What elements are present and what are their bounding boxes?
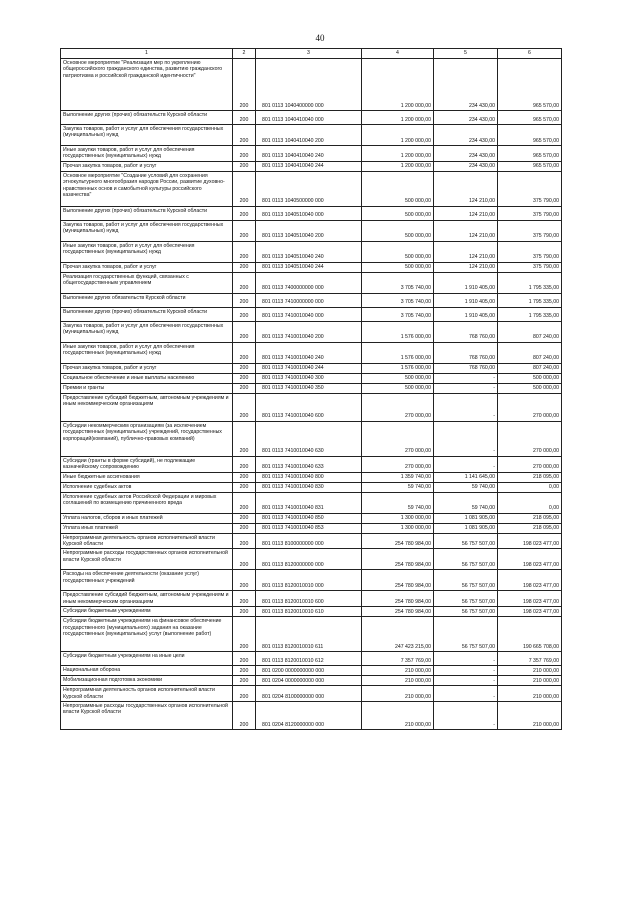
row-name: Закупка товаров, работ и услуг для обеспечения государственных (муниципальных) нужд (61, 220, 233, 241)
row-value-4: 270 000,00 (362, 456, 434, 472)
table-row (61, 421, 562, 456)
row-value-5: - (434, 652, 498, 666)
row-code: 200 (233, 272, 256, 293)
row-code: 200 (233, 607, 256, 617)
row-name: Прочая закупка товаров, работ и услуг (61, 161, 233, 171)
row-value-6: 500 000,00 (498, 373, 562, 383)
row-name: Непрограммная деятельность органов исполнительной власти Курской области (61, 686, 233, 702)
row-kbk: 801 0113 1040510040 240 (256, 241, 362, 262)
table-row (61, 161, 562, 171)
row-kbk: 801 0113 7410010040 244 (256, 363, 362, 373)
row-kbk: 801 0113 8120010010 600 (256, 591, 362, 607)
row-code: 200 (233, 533, 256, 549)
row-kbk: 801 0113 8120000000 000 (256, 549, 362, 570)
row-kbk: 801 0113 8120010010 610 (256, 607, 362, 617)
table-row (61, 321, 562, 342)
row-kbk: 801 0113 1040510040 200 (256, 220, 362, 241)
row-code: 200 (233, 321, 256, 342)
row-value-4: 500 000,00 (362, 373, 434, 383)
row-value-4: 1 300 000,00 (362, 513, 434, 523)
row-kbk: 801 0113 8120010010 000 (256, 570, 362, 591)
row-value-6: 1 795 335,00 (498, 293, 562, 307)
row-value-6: 0,00 (498, 482, 562, 492)
table-row (61, 272, 562, 293)
row-value-5: 59 740,00 (434, 492, 498, 513)
row-name: Исполнение судебных актов (61, 482, 233, 492)
page-number: 40 (315, 33, 325, 43)
row-code: 200 (233, 570, 256, 591)
row-code: 200 (233, 146, 256, 162)
row-code: 200 (233, 513, 256, 523)
row-value-5: 124 210,00 (434, 220, 498, 241)
row-value-4: 1 576 000,00 (362, 342, 434, 363)
table-row (61, 472, 562, 482)
row-value-6: 7 357 769,00 (498, 652, 562, 666)
row-value-4: 500 000,00 (362, 206, 434, 220)
row-value-6: 0,00 (498, 492, 562, 513)
row-value-5: 768 760,00 (434, 321, 498, 342)
row-value-4: 7 357 769,00 (362, 652, 434, 666)
row-kbk: 801 0113 7410010040 800 (256, 472, 362, 482)
table-row (61, 111, 562, 125)
row-value-5: - (434, 666, 498, 676)
row-value-6: 500 000,00 (498, 383, 562, 393)
row-name: Иные закупки товаров, работ и услуг для обеспечения государственных (муниципальных) нужд (61, 342, 233, 363)
row-value-4: 500 000,00 (362, 383, 434, 393)
row-value-6: 198 023 477,00 (498, 549, 562, 570)
col-header-1: 1 (61, 49, 233, 59)
table-row (61, 220, 562, 241)
row-value-6: 270 000,00 (498, 393, 562, 421)
row-value-5: 234 430,00 (434, 59, 498, 111)
row-value-5: - (434, 702, 498, 730)
row-value-4: 500 000,00 (362, 220, 434, 241)
table-row (61, 59, 562, 111)
row-value-4: 1 200 000,00 (362, 146, 434, 162)
row-value-6: 270 000,00 (498, 421, 562, 456)
row-value-4: 210 000,00 (362, 686, 434, 702)
row-name: Национальная оборона (61, 666, 233, 676)
row-value-6: 210 000,00 (498, 666, 562, 676)
row-kbk: 801 0113 1040510040 244 (256, 262, 362, 272)
row-code: 200 (233, 111, 256, 125)
row-code: 200 (233, 702, 256, 730)
row-value-6: 218 095,00 (498, 523, 562, 533)
row-value-4: 270 000,00 (362, 393, 434, 421)
col-header-2: 2 (233, 49, 256, 59)
row-value-6: 198 023 477,00 (498, 607, 562, 617)
row-value-6: 198 023 477,00 (498, 533, 562, 549)
row-value-4: 1 300 000,00 (362, 523, 434, 533)
row-kbk: 801 0113 7410010040 300 (256, 373, 362, 383)
row-name: Субсидии (гранты в форме субсидий), не подлежащие казначейскому сопровождению (61, 456, 233, 472)
col-header-6: 6 (498, 49, 562, 59)
row-value-6: 1 795 335,00 (498, 272, 562, 293)
row-name: Непрограммные расходы государственных органов исполнительной власти Курской области (61, 702, 233, 730)
row-value-6: 218 095,00 (498, 513, 562, 523)
row-value-4: 500 000,00 (362, 241, 434, 262)
row-value-4: 3 705 740,00 (362, 293, 434, 307)
row-kbk: 801 0113 7410010040 850 (256, 513, 362, 523)
row-value-5: - (434, 373, 498, 383)
row-code: 200 (233, 652, 256, 666)
row-value-4: 59 740,00 (362, 492, 434, 513)
budget-table (60, 48, 562, 730)
row-kbk: 801 0113 1040410040 000 (256, 111, 362, 125)
row-code: 200 (233, 393, 256, 421)
row-name: Социальное обеспечение и иные выплаты населению (61, 373, 233, 383)
row-kbk: 801 0113 7410010040 830 (256, 482, 362, 492)
row-value-6: 965 570,00 (498, 161, 562, 171)
table-row (61, 262, 562, 272)
row-value-4: 254 780 984,00 (362, 549, 434, 570)
row-name: Субсидии бюджетным учреждениям на финансовое обеспечение государственного (муниципального) задания на оказание государственных (муниципальных) услуг (выполнение работ) (61, 617, 233, 652)
header-row (61, 49, 562, 59)
row-value-5: - (434, 383, 498, 393)
row-name: Иные закупки товаров, работ и услуг для обеспечения государственных (муниципальных) нужд (61, 241, 233, 262)
row-value-6: 375 790,00 (498, 262, 562, 272)
row-value-4: 1 200 000,00 (362, 111, 434, 125)
table-row (61, 676, 562, 686)
row-kbk: 801 0113 1040410040 200 (256, 125, 362, 146)
row-name: Прочая закупка товаров, работ и услуг (61, 363, 233, 373)
row-name: Иные закупки товаров, работ и услуг для обеспечения государственных (муниципальных) нужд (61, 146, 233, 162)
row-kbk: 801 0113 8120010010 612 (256, 652, 362, 666)
row-name: Прочая закупка товаров, работ и услуг (61, 262, 233, 272)
table-row (61, 363, 562, 373)
row-value-4: 270 000,00 (362, 421, 434, 456)
row-name: Предоставление субсидий бюджетным, автономным учреждениям и иным некоммерческим организациям (61, 393, 233, 421)
row-value-5: 234 430,00 (434, 111, 498, 125)
row-name: Иные бюджетные ассигнования (61, 472, 233, 482)
row-value-4: 1 200 000,00 (362, 161, 434, 171)
row-kbk: 801 0204 8120000000 000 (256, 702, 362, 730)
row-kbk: 801 0113 1040400000 000 (256, 59, 362, 111)
row-value-4: 1 200 000,00 (362, 125, 434, 146)
row-value-5: 768 760,00 (434, 342, 498, 363)
row-value-5: 124 210,00 (434, 206, 498, 220)
row-value-4: 210 000,00 (362, 702, 434, 730)
table-row (61, 373, 562, 383)
row-value-5: 124 210,00 (434, 262, 498, 272)
row-value-5: 1 141 645,00 (434, 472, 498, 482)
row-kbk: 801 0113 7400000000 000 (256, 272, 362, 293)
row-code: 200 (233, 523, 256, 533)
table-row (61, 393, 562, 421)
row-value-6: 1 795 335,00 (498, 307, 562, 321)
row-value-5: 768 760,00 (434, 363, 498, 373)
row-code: 200 (233, 676, 256, 686)
row-value-6: 190 665 708,00 (498, 617, 562, 652)
row-value-5: 56 757 507,00 (434, 591, 498, 607)
row-kbk: 801 0113 1040410040 240 (256, 146, 362, 162)
row-value-5: 124 210,00 (434, 241, 498, 262)
col-header-4: 4 (362, 49, 434, 59)
table-row (61, 146, 562, 162)
row-value-6: 807 240,00 (498, 321, 562, 342)
col-header-3: 3 (256, 49, 362, 59)
row-value-6: 375 790,00 (498, 241, 562, 262)
row-name: Премии и гранты (61, 383, 233, 393)
row-value-5: 234 430,00 (434, 161, 498, 171)
row-value-6: 965 570,00 (498, 59, 562, 111)
row-code: 200 (233, 456, 256, 472)
row-kbk: 801 0113 1040500000 000 (256, 171, 362, 206)
table-row (61, 492, 562, 513)
row-value-5: - (434, 421, 498, 456)
row-value-4: 254 780 984,00 (362, 607, 434, 617)
row-kbk: 801 0113 7410010040 600 (256, 393, 362, 421)
row-kbk: 801 0113 7410010040 633 (256, 456, 362, 472)
row-code: 200 (233, 666, 256, 676)
row-name: Непрограммная деятельность органов исполнительной власти Курской области (61, 533, 233, 549)
row-name: Субсидии бюджетным учреждениям на иные цели (61, 652, 233, 666)
row-code: 200 (233, 363, 256, 373)
row-name: Расходы на обеспечение деятельности (оказание услуг) государственных учреждений (61, 570, 233, 591)
row-kbk: 801 0204 8100000000 000 (256, 686, 362, 702)
table-row (61, 482, 562, 492)
row-value-5: 56 757 507,00 (434, 549, 498, 570)
row-code: 200 (233, 421, 256, 456)
table-row (61, 607, 562, 617)
row-name: Уплата иных платежей (61, 523, 233, 533)
table-row (61, 570, 562, 591)
row-value-4: 1 359 740,00 (362, 472, 434, 482)
row-code: 200 (233, 591, 256, 607)
row-code: 200 (233, 373, 256, 383)
row-value-4: 1 576 000,00 (362, 321, 434, 342)
row-value-5: 56 757 507,00 (434, 533, 498, 549)
row-code: 200 (233, 206, 256, 220)
row-name: Субсидии некоммерческим организациям (за исключением государственных (муниципальных) учреждений, государственных корпораций(компаний), публично-правовых компаний) (61, 421, 233, 456)
row-code: 200 (233, 383, 256, 393)
row-value-5: 56 757 507,00 (434, 617, 498, 652)
row-value-6: 807 240,00 (498, 342, 562, 363)
row-value-4: 59 740,00 (362, 482, 434, 492)
row-value-5: 1 910 405,00 (434, 272, 498, 293)
table-row (61, 383, 562, 393)
table-row (61, 617, 562, 652)
row-value-5: - (434, 676, 498, 686)
row-name: Закупка товаров, работ и услуг для обеспечения государственных (муниципальных) нужд (61, 125, 233, 146)
table-body (61, 59, 562, 730)
table-row (61, 533, 562, 549)
row-value-4: 500 000,00 (362, 171, 434, 206)
table-row (61, 652, 562, 666)
row-kbk: 801 0113 7410000000 000 (256, 293, 362, 307)
table-row (61, 342, 562, 363)
table-row (61, 241, 562, 262)
row-value-5: 234 430,00 (434, 125, 498, 146)
row-kbk: 801 0113 7410010040 200 (256, 321, 362, 342)
row-value-5: - (434, 393, 498, 421)
row-value-4: 254 780 984,00 (362, 591, 434, 607)
row-value-6: 965 570,00 (498, 146, 562, 162)
row-kbk: 801 0113 7410010040 630 (256, 421, 362, 456)
table-row (61, 206, 562, 220)
row-code: 200 (233, 161, 256, 171)
row-value-5: - (434, 686, 498, 702)
row-code: 200 (233, 617, 256, 652)
row-value-5: - (434, 456, 498, 472)
row-value-6: 375 790,00 (498, 220, 562, 241)
row-code: 200 (233, 220, 256, 241)
table-row (61, 702, 562, 730)
row-value-6: 965 570,00 (498, 111, 562, 125)
row-kbk: 801 0204 0000000000 000 (256, 676, 362, 686)
row-value-5: 1 910 405,00 (434, 307, 498, 321)
row-code: 200 (233, 549, 256, 570)
row-name: Выполнение других (прочих) обязательств Курской области (61, 307, 233, 321)
table-row (61, 171, 562, 206)
row-value-5: 59 740,00 (434, 482, 498, 492)
row-kbk: 801 0113 7410010040 350 (256, 383, 362, 393)
row-value-5: 234 430,00 (434, 146, 498, 162)
table-row (61, 513, 562, 523)
row-name: Предоставление субсидий бюджетным, автономным учреждениям и иным некоммерческим организациям (61, 591, 233, 607)
row-value-5: 1 910 405,00 (434, 293, 498, 307)
table-row (61, 523, 562, 533)
row-kbk: 801 0113 7410010040 831 (256, 492, 362, 513)
table-row (61, 293, 562, 307)
row-name: Выполнение других (прочих) обязательств Курской области (61, 206, 233, 220)
row-value-6: 210 000,00 (498, 676, 562, 686)
row-value-5: 1 081 905,00 (434, 513, 498, 523)
row-code: 200 (233, 482, 256, 492)
row-value-6: 210 000,00 (498, 686, 562, 702)
row-name: Уплата налогов, сборов и иных платежей (61, 513, 233, 523)
row-code: 200 (233, 342, 256, 363)
row-value-4: 3 705 740,00 (362, 307, 434, 321)
table-row (61, 307, 562, 321)
row-name: Субсидии бюджетным учреждениям (61, 607, 233, 617)
row-name: Основное мероприятие "Реализация мер по укреплению общероссийского гражданского единства, развитию гражданского патриотизма и российской гражданской идентичности" (61, 59, 233, 111)
row-value-6: 965 570,00 (498, 125, 562, 146)
table-row (61, 456, 562, 472)
row-code: 200 (233, 59, 256, 111)
row-code: 200 (233, 241, 256, 262)
row-kbk: 801 0200 0000000000 000 (256, 666, 362, 676)
row-value-4: 247 423 215,00 (362, 617, 434, 652)
row-code: 200 (233, 171, 256, 206)
row-name: Реализация государственных функций, связанных с общегосударственным управлением (61, 272, 233, 293)
row-name: Исполнение судебных актов Российской Федерации и мировых соглашений по возмещению причиненного вреда (61, 492, 233, 513)
row-value-4: 1 200 000,00 (362, 59, 434, 111)
row-value-4: 210 000,00 (362, 666, 434, 676)
table-row (61, 686, 562, 702)
row-value-5: 56 757 507,00 (434, 570, 498, 591)
row-value-6: 198 023 477,00 (498, 570, 562, 591)
row-name: Закупка товаров, работ и услуг для обеспечения государственных (муниципальных) нужд (61, 321, 233, 342)
row-name: Непрограммные расходы государственных органов исполнительной власти Курской области (61, 549, 233, 570)
row-kbk: 801 0113 8100000000 000 (256, 533, 362, 549)
row-value-6: 375 790,00 (498, 171, 562, 206)
row-value-6: 807 240,00 (498, 363, 562, 373)
row-name: Выполнение других (прочих) обязательств Курской области (61, 111, 233, 125)
row-value-4: 254 780 984,00 (362, 533, 434, 549)
row-kbk: 801 0113 1040510040 000 (256, 206, 362, 220)
row-code: 200 (233, 686, 256, 702)
row-kbk: 801 0113 7410010040 240 (256, 342, 362, 363)
row-value-4: 254 780 984,00 (362, 570, 434, 591)
col-header-5: 5 (434, 49, 498, 59)
table-row (61, 591, 562, 607)
row-code: 200 (233, 262, 256, 272)
row-value-6: 210 000,00 (498, 702, 562, 730)
table-row (61, 125, 562, 146)
row-code: 200 (233, 472, 256, 482)
row-value-4: 3 705 740,00 (362, 272, 434, 293)
row-value-6: 198 023 477,00 (498, 591, 562, 607)
row-code: 200 (233, 307, 256, 321)
row-value-6: 218 095,00 (498, 472, 562, 482)
row-value-5: 1 081 905,00 (434, 523, 498, 533)
table-row (61, 666, 562, 676)
row-value-4: 1 576 000,00 (362, 363, 434, 373)
row-value-5: 56 757 507,00 (434, 607, 498, 617)
row-name: Основное мероприятие "Создание условий для сохранения этнокультурного многообразия народов России, развитие духовно-нравственных основ и самобытной культуры российского казачества" (61, 171, 233, 206)
row-value-5: 124 210,00 (434, 171, 498, 206)
row-kbk: 801 0113 1040410040 244 (256, 161, 362, 171)
row-name: Выполнение других обязательств Курской области (61, 293, 233, 307)
row-value-4: 210 000,00 (362, 676, 434, 686)
row-code: 200 (233, 125, 256, 146)
table-row (61, 549, 562, 570)
row-kbk: 801 0113 7410010040 000 (256, 307, 362, 321)
row-value-4: 500 000,00 (362, 262, 434, 272)
row-kbk: 801 0113 7410010040 853 (256, 523, 362, 533)
row-value-6: 270 000,00 (498, 456, 562, 472)
row-name: Мобилизационная подготовка экономики (61, 676, 233, 686)
row-code: 200 (233, 492, 256, 513)
row-code: 200 (233, 293, 256, 307)
row-kbk: 801 0113 8120010010 611 (256, 617, 362, 652)
row-value-6: 375 790,00 (498, 206, 562, 220)
